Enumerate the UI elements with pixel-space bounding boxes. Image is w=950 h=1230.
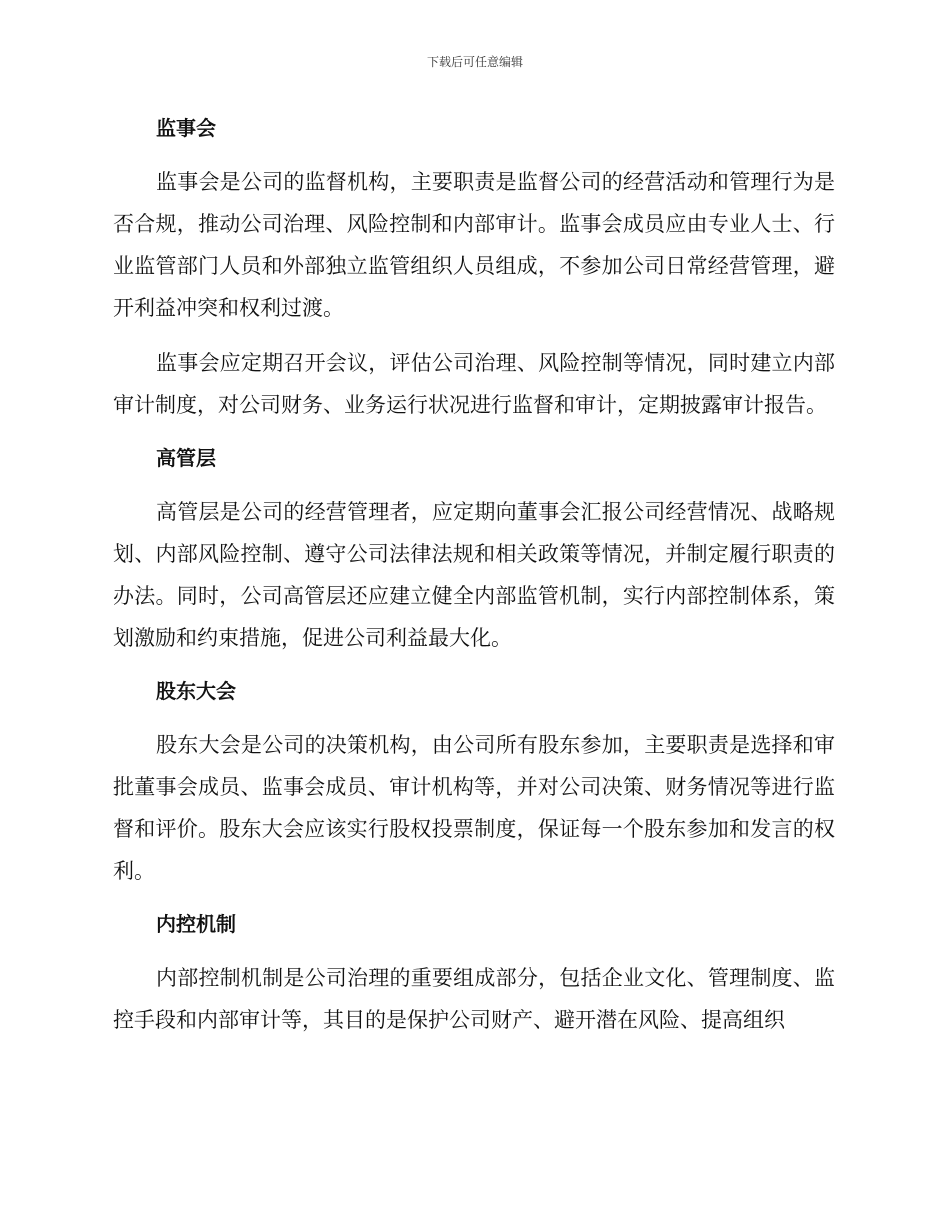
section-heading: 股东大会 — [156, 679, 236, 703]
paragraph: 高管层是公司的经营管理者，应定期向董事会汇报公司经营情况、战略规划、内部风险控制、遵守公司法律法规和相关政策等情况，并制定履行职责的办法。同时，公司高管层还应建立健全内部监管机制，实行内部控制体系，策划激励和约束措施，促进公司利益最大化。 — [113, 500, 835, 650]
section-internal-control — [113, 904, 835, 1041]
paragraph: 监事会应定期召开会议，评估公司治理、风险控制等情况，同时建立内部审计制度，对公司财务、业务运行状况进行监督和审计，定期披露审计报告。 — [113, 351, 835, 417]
page-header: 下载后可任意编辑 — [426, 55, 523, 69]
document-body — [113, 108, 835, 1041]
section-senior-management — [113, 438, 835, 659]
paragraph: 内部控制机制是公司治理的重要组成部分，包括企业文化、管理制度、监控手段和内部审计等，其目的是保护公司财产、避开潜在风险、提高组织 — [113, 966, 835, 1032]
paragraph: 监事会是公司的监督机构，主要职责是监督公司的经营活动和管理行为是否合规，推动公司治理、风险控制和内部审计。监事会成员应由专业人士、行业监管部门人员和外部独立监管组织人员组成，不参加公司日常经营管理，避开利益冲突和权利过渡。 — [113, 170, 835, 320]
section-heading: 内控机制 — [156, 912, 236, 936]
section-supervisory-board — [113, 108, 835, 426]
section-heading: 监事会 — [156, 116, 216, 140]
section-shareholders-meeting — [113, 671, 835, 892]
section-heading: 高管层 — [156, 446, 216, 470]
paragraph: 股东大会是公司的决策机构，由公司所有股东参加，主要职责是选择和审批董事会成员、监事会成员、审计机构等，并对公司决策、财务情况等进行监督和评价。股东大会应该实行股权投票制度，保证每一个股东参加和发言的权利。 — [113, 733, 835, 883]
